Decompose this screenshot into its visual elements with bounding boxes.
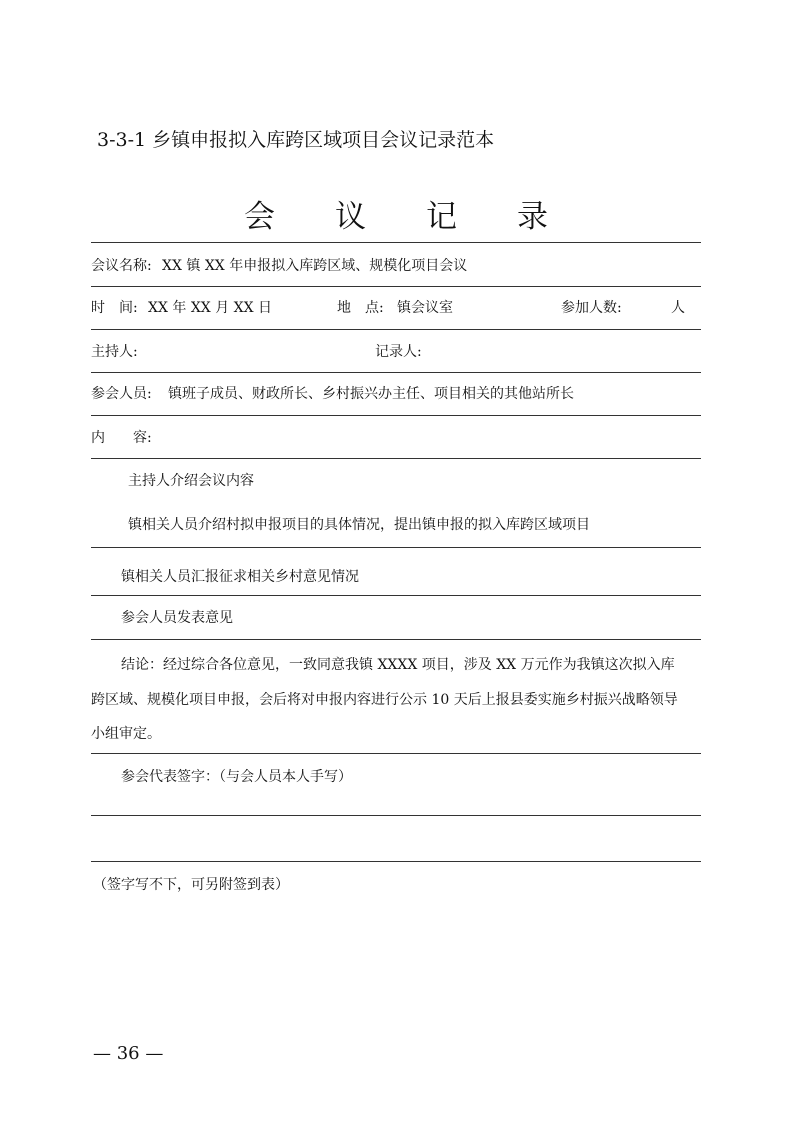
table-rule (91, 547, 701, 548)
signature-label: 参会代表签字：（与会人员本人手写） (121, 769, 352, 785)
time-value: XX 年 XX 月 XX 日 (148, 300, 273, 316)
signature-line (91, 861, 701, 862)
table-rule (91, 329, 701, 330)
table-rule (91, 372, 701, 373)
time-label: 时 间: (91, 300, 138, 316)
table-rule (91, 458, 701, 459)
signature-line (91, 815, 701, 816)
host-label: 主持人: (91, 344, 138, 360)
content-item: 参会人员发表意见 (121, 610, 233, 626)
content-label: 内 容: (91, 430, 152, 446)
section-heading: 3-3-1 乡镇申报拟入库跨区域项目会议记录范本 (97, 129, 495, 151)
conclusion-line: 小组审定。 (91, 726, 161, 742)
attendee-count-label: 参加人数: (561, 300, 622, 316)
location-value: 镇会议室 (397, 300, 453, 316)
table-rule (91, 242, 701, 243)
content-item: 主持人介绍会议内容 (128, 473, 254, 489)
table-rule (91, 753, 701, 754)
page-number: — 36 — (93, 1043, 164, 1064)
conclusion-line: 跨区域、规模化项目申报，会后将对申报内容进行公示 10 天后上报县委实施乡村振兴战略领导 (91, 692, 678, 708)
recorder-label: 记录人: (375, 344, 422, 360)
attendee-count-unit: 人 (671, 300, 685, 316)
location-label: 地 点: (337, 300, 384, 316)
meeting-name-label: 会议名称: (91, 258, 152, 274)
conclusion-line: 结论：经过综合各位意见，一致同意我镇 XXXX 项目，涉及 XX 万元作为我镇这次拟入库 (121, 657, 675, 673)
table-rule (91, 595, 701, 596)
content-item: 镇相关人员介绍村拟申报项目的具体情况，提出镇申报的拟入库跨区域项目 (128, 517, 590, 533)
content-item: 镇相关人员汇报征求相关乡村意见情况 (121, 569, 359, 585)
table-rule (91, 286, 701, 287)
footnote: （签字写不下，可另附签到表） (93, 877, 289, 893)
participants-value: 镇班子成员、财政所长、乡村振兴办主任、项目相关的其他站所长 (168, 386, 574, 402)
table-rule (91, 639, 701, 640)
participants-label: 参会人员: (91, 386, 152, 402)
meeting-name-value: XX 镇 XX 年申报拟入库跨区域、规模化项目会议 (162, 258, 468, 274)
document-title: 会议记录 (244, 199, 608, 235)
table-rule (91, 415, 701, 416)
